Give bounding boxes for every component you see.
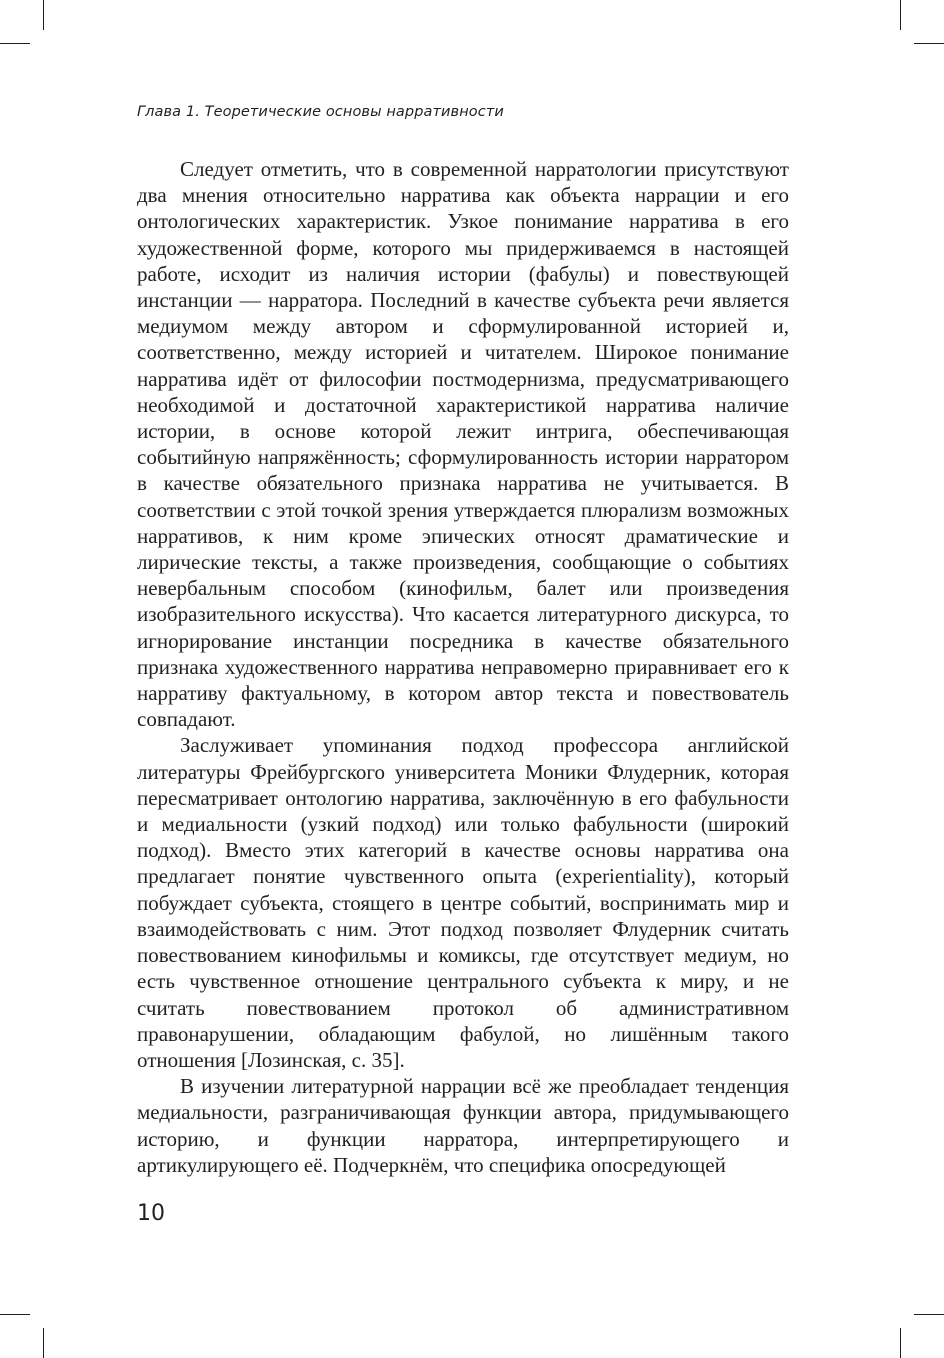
body-text — [137, 156, 789, 1178]
crop-mark-bottom-right-vertical — [900, 1328, 901, 1358]
running-head: Глава 1. Теоретические основы нарративности — [137, 104, 504, 120]
crop-mark-bottom-left-vertical — [43, 1328, 44, 1358]
paragraph-1: Следует отметить, что в современной нарратологии присутствуют два мнения относительно нарратива как объекта наррации и его онтологических характеристик. Узкое понимание нарратива в его художественной форме, которого мы придерживаемся в настоящей работе, исходит из наличия истории (фабулы) и повествующей инстанции — нарратора. Последний в качестве субъекта речи является медиумом между автором и сформулированной историей и, соответственно, между историей и читателем. Широкое понимание нарратива идёт от философии постмодернизма, предусматривающего необходимой и достаточной характеристикой нарратива наличие истории, в основе которой лежит интрига, обеспечивающая событийную напряжённость; сформулированность истории нарратором в качестве обязательного признака нарратива не учитывается. В соответствии с этой точкой зрения утверждается плюрализм возможных нарративов, к ним кроме эпических относят драматические и лирические тексты, а также произведения, сообщающие о событиях невербальным способом (кинофильм, балет или произведения изобразительного искусства). Что касается литературного дискурса, то игнорирование инстанции посредника в качестве обязательного признака художественного нарратива неправомерно приравнивает его к нарративу фактуальному, в котором автор текста и повествователь совпадают. — [137, 157, 789, 732]
crop-mark-top-right-horizontal — [914, 43, 944, 44]
crop-mark-bottom-right-horizontal — [914, 1314, 944, 1315]
paragraph-2: Заслуживает упоминания подход профессора английской литературы Фрейбургского университета Моники Флудерник, которая пересматривает онтологию нарратива, заключённую в его фабульности и медиальности (узкий подход) или только фабульности (широкий подход). Вместо этих категорий в качестве основы нарратива она предлагает понятие чувственного опыта (experientiality), который побуждает субъекта, стоящего в центре событий, воспринимать мир и взаимодействовать с ним. Этот подход позволяет Флудерник считать повествованием кинофильмы и комиксы, где отсутствует медиум, но есть чувственное отношение центрального субъекта к миру, и не считать повествованием протокол об административном правонарушении, обладающим фабулой, но лишённым такого отношения [Лозинская, с. 35]. — [137, 733, 789, 1072]
crop-mark-top-left-vertical — [43, 0, 44, 30]
crop-mark-top-left-horizontal — [0, 43, 30, 44]
crop-mark-top-right-vertical — [900, 0, 901, 30]
page-number: 10 — [137, 1201, 165, 1226]
crop-mark-bottom-left-horizontal — [0, 1314, 30, 1315]
paragraph-3: В изучении литературной наррации всё же преобладает тенденция медиальности, разграничивающая функции автора, придумывающего историю, и функции нарратора, интерпретирующего и артикулирующего её. Подчеркнём, что специфика опосредующей — [137, 1074, 789, 1177]
